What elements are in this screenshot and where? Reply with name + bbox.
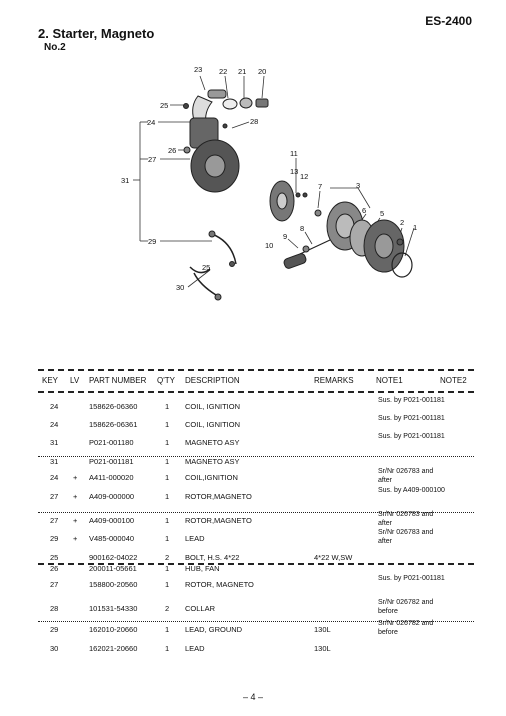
row-description: BOLT, H.S. 4*22 <box>185 553 240 562</box>
row-part-number: A409-000000 <box>89 492 135 501</box>
column-note2: NOTE2 <box>440 376 467 385</box>
row-description: LEAD, GROUND <box>185 625 243 634</box>
callout-label: 30 <box>176 283 185 292</box>
row-description: MAGNETO ASY <box>185 457 240 466</box>
row-part-number: 900162-04022 <box>89 553 138 562</box>
row-part-number: V485-000040 <box>89 534 135 543</box>
callout-label: 5 <box>380 209 385 218</box>
table-row <box>38 619 474 637</box>
row-qty: 1 <box>165 625 170 634</box>
row-remarks: 130L <box>314 625 331 634</box>
row-qty: 1 <box>165 534 170 543</box>
table-row <box>38 467 474 485</box>
page-title: 2. Starter, Magneto <box>38 26 155 41</box>
column-qty: Q'TY <box>157 376 175 385</box>
table-row <box>38 414 474 432</box>
callout-label: 3 <box>356 181 361 190</box>
row-note1: Sr/Nr 026783 and after <box>378 511 434 527</box>
row-key: 25 <box>50 553 59 562</box>
row-key: 31 <box>50 457 59 466</box>
callout-label: 11 <box>290 149 298 158</box>
table-row <box>38 574 474 592</box>
table-row <box>38 396 474 414</box>
row-part-number: A409-000100 <box>89 516 135 525</box>
row-note1: Sus. by P021-001181 <box>378 575 445 582</box>
row-qty: 1 <box>165 644 170 653</box>
row-qty: 1 <box>165 402 170 411</box>
callout-label: 26 <box>168 146 177 155</box>
column-lv: LV <box>70 376 80 385</box>
column-remarks: REMARKS <box>314 376 354 385</box>
row-key: 28 <box>50 604 59 613</box>
row-key: 27 <box>50 492 59 501</box>
table-row <box>38 432 474 450</box>
column-part-number: PART NUMBER <box>89 376 147 385</box>
callout-label: 9 <box>283 232 288 241</box>
callout-label: 13 <box>290 167 299 176</box>
page-number: – 4 – <box>242 692 264 702</box>
column-key: KEY <box>42 376 59 385</box>
row-note1: Sr/Nr 026783 and after <box>378 529 434 545</box>
row-qty: 1 <box>165 438 170 447</box>
row-description: MAGNETO ASY <box>185 438 240 447</box>
row-key: 31 <box>50 438 59 447</box>
row-part-number: 158626-06360 <box>89 402 138 411</box>
row-note1: Sr/Nr 026782 and before <box>378 599 434 615</box>
row-description: COIL, IGNITION <box>185 420 241 429</box>
callout-label: 31 <box>121 176 130 185</box>
row-key: 29 <box>50 534 59 543</box>
row-qty: 1 <box>165 473 170 482</box>
callout-label: 25 <box>202 263 211 272</box>
row-qty: 2 <box>165 604 170 613</box>
row-description: ROTOR,MAGNETO <box>185 516 252 525</box>
table-row <box>38 598 474 616</box>
row-part-number: P021-001180 <box>89 438 134 447</box>
row-lv: + <box>73 492 78 501</box>
row-qty: 1 <box>165 420 170 429</box>
row-key: 27 <box>50 516 59 525</box>
column-description: DESCRIPTION <box>185 376 240 385</box>
table-row <box>38 510 474 528</box>
row-key: 29 <box>50 625 59 634</box>
callout-label: 24 <box>147 118 156 127</box>
row-description: LEAD <box>185 534 205 543</box>
row-part-number: 200011-05661 <box>89 564 137 573</box>
row-note1: Sus. by P021-001181 <box>378 397 445 404</box>
table-row <box>38 638 474 656</box>
row-key: 30 <box>50 644 59 653</box>
callout-label: 8 <box>300 224 305 233</box>
row-description: ROTOR, MAGNETO <box>185 580 254 589</box>
row-key: 24 <box>50 402 59 411</box>
row-part-number: 158626-06361 <box>89 420 138 429</box>
row-description: LEAD <box>185 644 205 653</box>
row-lv: + <box>73 473 78 482</box>
row-qty: 1 <box>165 457 170 466</box>
row-note1: Sr/Nr 026783 and after <box>378 468 434 484</box>
callout-label: 25 <box>160 101 169 110</box>
row-remarks: 130L <box>314 644 331 653</box>
diagram-number: No.2 <box>44 42 66 53</box>
row-key: 26 <box>50 564 59 573</box>
row-description: COIL, IGNITION <box>185 402 241 411</box>
row-qty: 1 <box>165 516 170 525</box>
row-note1: Sr/Nr 026782 and before <box>378 620 434 636</box>
callout-label: 12 <box>300 172 309 181</box>
row-lv: + <box>73 516 78 525</box>
callout-label: 22 <box>219 67 228 76</box>
table-row <box>38 528 474 546</box>
row-part-number: P021-001181 <box>89 457 134 466</box>
row-description: ROTOR,MAGNETO <box>185 492 252 501</box>
callout-label: 28 <box>250 117 259 126</box>
row-description: COLLAR <box>185 604 216 613</box>
row-qty: 1 <box>165 580 170 589</box>
row-key: 24 <box>50 473 59 482</box>
callout-label: 27 <box>148 155 157 164</box>
row-qty: 1 <box>165 492 170 501</box>
callout-label: 29 <box>148 237 157 246</box>
callout-label: 21 <box>238 67 247 76</box>
table-row <box>38 486 474 504</box>
model-number: ES-2400 <box>425 14 472 28</box>
row-part-number: 101531-54330 <box>89 604 138 613</box>
row-lv: + <box>73 534 78 543</box>
row-key: 27 <box>50 580 59 589</box>
table-header-border <box>38 391 474 393</box>
row-note1: Sus. by P021-001181 <box>378 415 445 422</box>
row-qty: 2 <box>165 553 170 562</box>
row-qty: 1 <box>165 564 170 573</box>
row-description: HUB, FAN <box>185 564 220 573</box>
callout-label: 10 <box>265 241 274 250</box>
exploded-parts-diagram <box>0 58 506 368</box>
row-part-number: 162021-20660 <box>89 644 138 653</box>
callout-label: 1 <box>413 223 418 232</box>
row-remarks: 4*22 W,SW <box>314 553 353 562</box>
callout-label: 6 <box>362 206 367 215</box>
column-note1: NOTE1 <box>376 376 403 385</box>
callout-label: 7 <box>318 182 323 191</box>
row-key: 24 <box>50 420 59 429</box>
row-part-number: 162010-20660 <box>89 625 138 634</box>
parts-table-header <box>38 369 474 393</box>
row-part-number: 158800-20560 <box>89 580 138 589</box>
callout-label: 2 <box>400 218 405 227</box>
callout-label: 20 <box>258 67 267 76</box>
row-note1: Sus. by P021-001181 <box>378 433 445 440</box>
row-description: COIL,IGNITION <box>185 473 238 482</box>
row-part-number: A411-000020 <box>89 473 134 482</box>
row-note1: Sus. by A409-000100 <box>378 487 445 494</box>
callout-label: 23 <box>194 65 203 74</box>
